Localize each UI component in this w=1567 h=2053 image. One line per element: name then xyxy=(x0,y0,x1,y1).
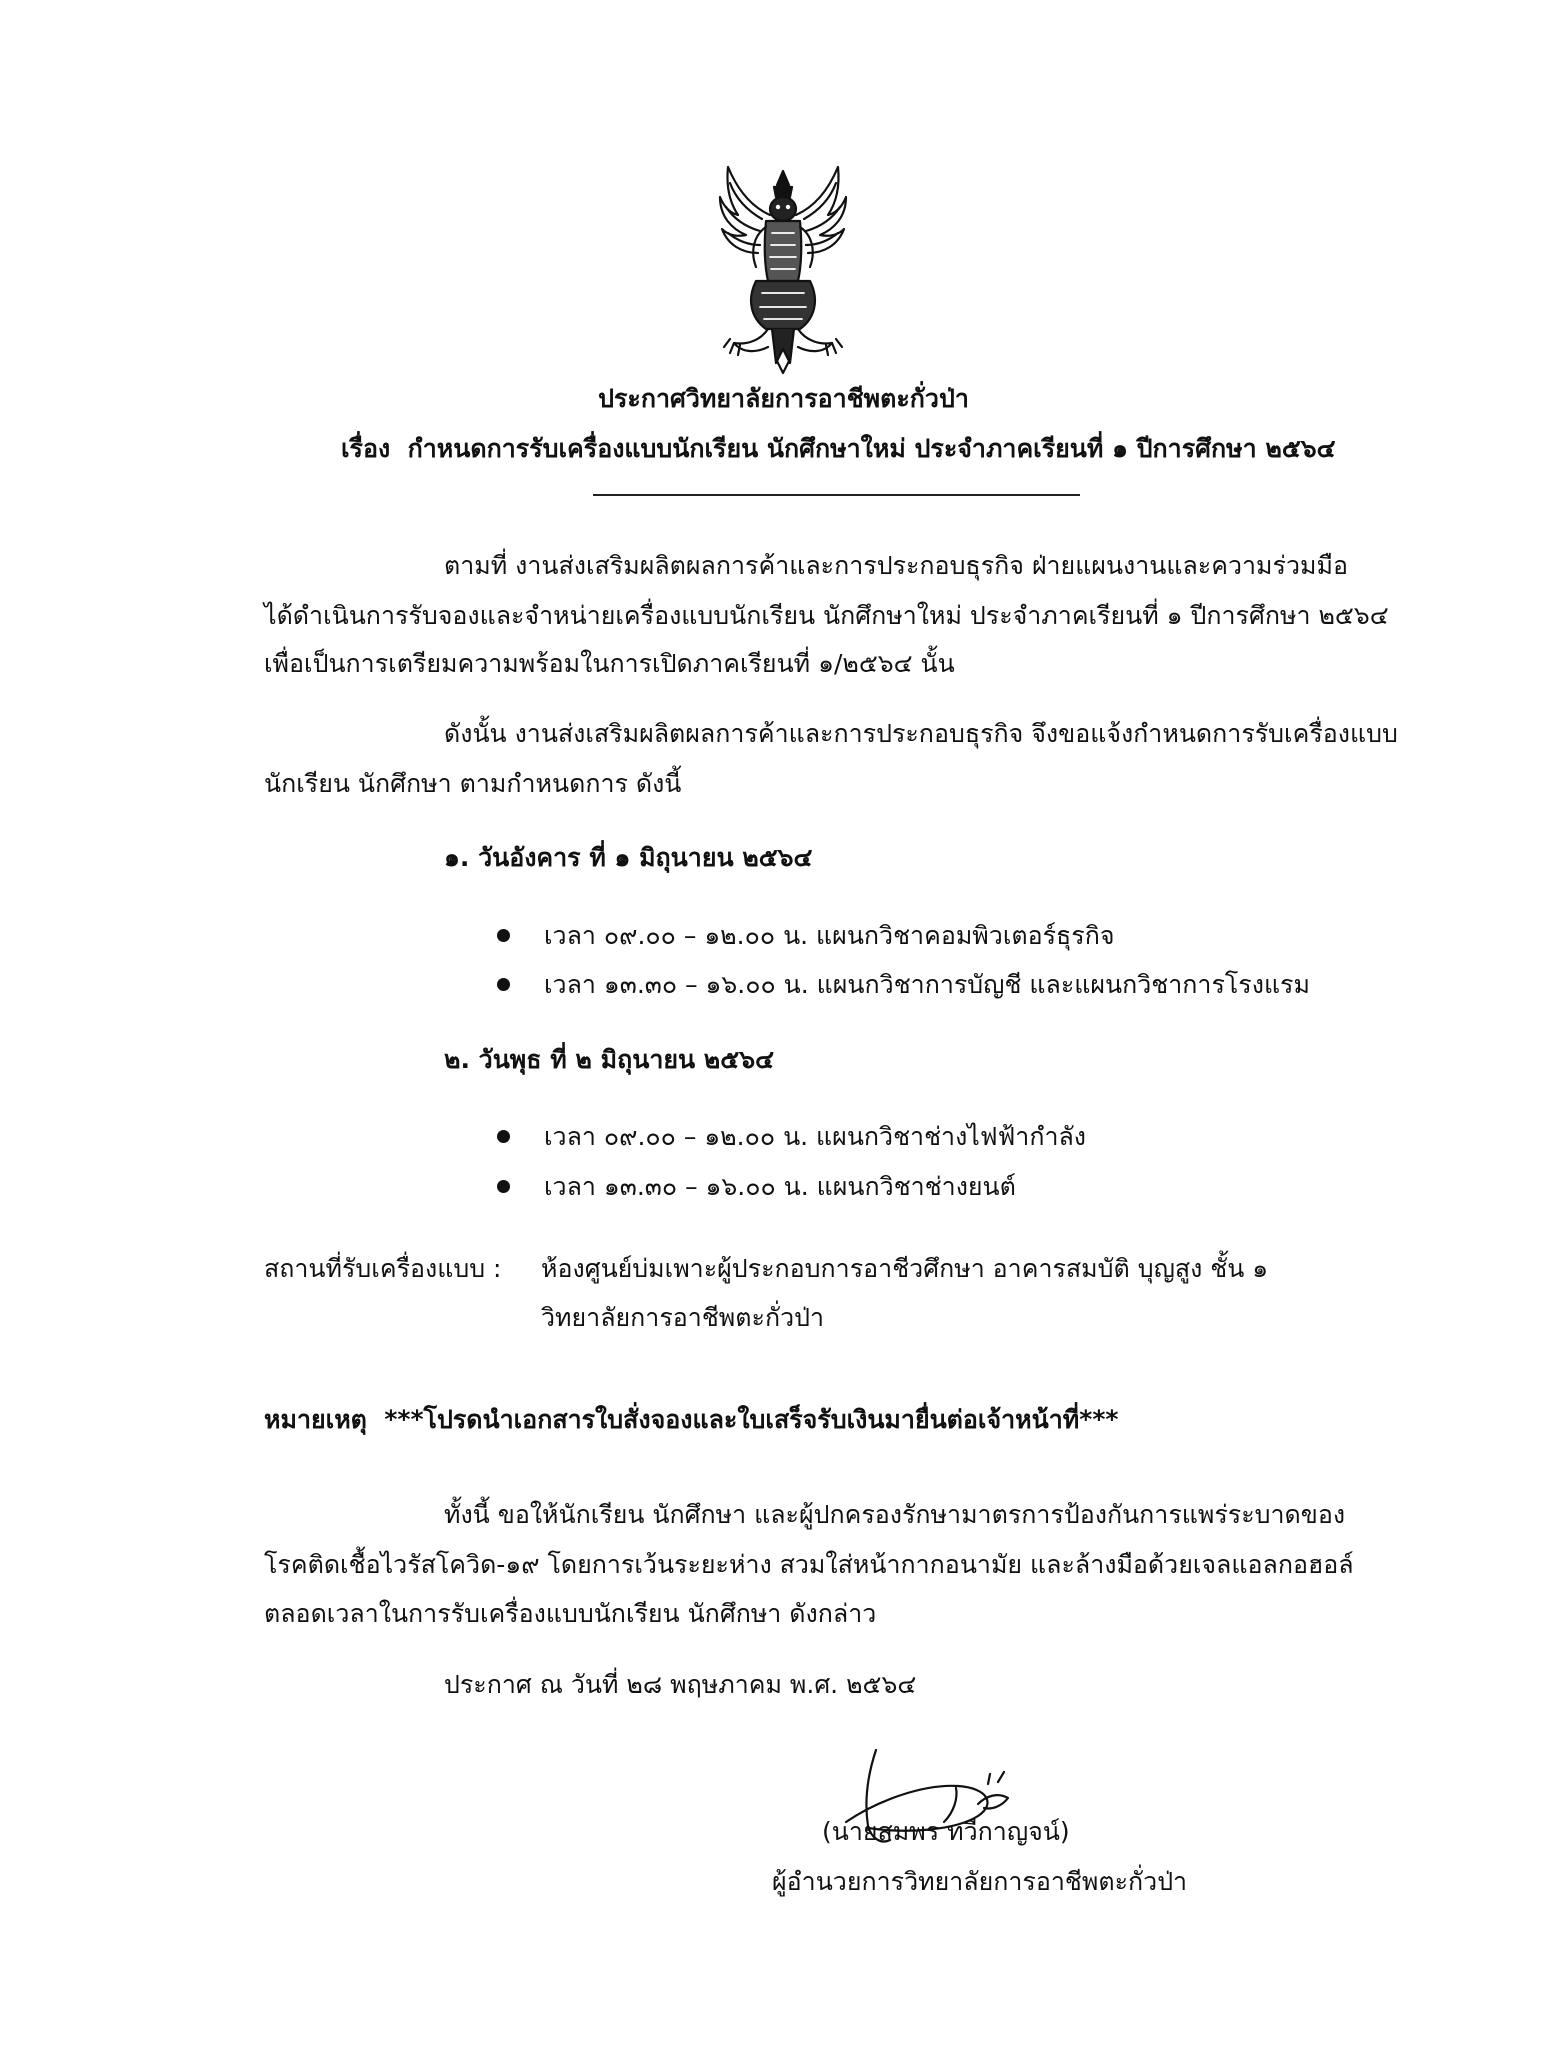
subject-line xyxy=(341,432,1336,466)
schedule-day-2: ๒. วันพุธ ที่ ๒ มิถุนายน ๒๕๖๔ xyxy=(444,1045,774,1074)
slot-text: เวลา ๐๙.๐๐ – ๑๒.๐๐ น. แผนกวิชาช่างไฟฟ้ากำลัง xyxy=(544,1122,1087,1151)
location-label: สถานที่รับเครื่องแบบ : xyxy=(264,1254,502,1283)
schedule-slot xyxy=(497,1120,1086,1154)
remark-text: ***โปรดนำเอกสารใบสั่งจองและใบเสร็จรับเงินมายื่นต่อเจ้าหน้าที่*** xyxy=(384,1405,1119,1434)
slot-text: เวลา ๐๙.๐๐ – ๑๒.๐๐ น. แผนกวิชาคอมพิวเตอร์ธุรกิจ xyxy=(544,921,1115,950)
bullet-icon xyxy=(497,978,510,991)
schedule-slot xyxy=(497,1170,1016,1204)
schedule-slot xyxy=(497,919,1115,953)
subject-label: เรื่อง xyxy=(341,434,391,463)
bullet-icon xyxy=(497,1130,510,1143)
bullet-icon xyxy=(497,929,510,942)
bullet-icon xyxy=(497,1180,510,1193)
announce-date: ประกาศ ณ วันที่ ๒๘ พฤษภาคม พ.ศ. ๒๕๖๔ xyxy=(444,1670,917,1699)
location-line-1: ห้องศูนย์บ่มเพาะผู้ประกอบการอาชีวศึกษา อาคารสมบัติ บุญสูง ชั้น ๑ xyxy=(541,1254,1269,1283)
intro-line-2: ได้ดำเนินการรับจองและจำหน่ายเครื่องแบบนักเรียน นักศึกษาใหม่ ประจำภาคเรียนที่ ๑ ปีการศึกษา ๒๕๖๔ xyxy=(264,601,1389,630)
slot-text: เวลา ๑๓.๓๐ – ๑๖.๐๐ น. แผนกวิชาช่างยนต์ xyxy=(544,1172,1016,1201)
intro-line-3: เพื่อเป็นการเตรียมความพร้อมในการเปิดภาคเรียนที่ ๑/๒๕๖๔ นั้น xyxy=(264,649,955,678)
location-line-2: วิทยาลัยการอาชีพตะกั่วป่า xyxy=(541,1303,825,1332)
remark-label: หมายเหตุ xyxy=(264,1405,367,1434)
schedule-slot xyxy=(497,968,1310,1002)
notice-line-2: นักเรียน นักศึกษา ตามกำหนดการ ดังนี้ xyxy=(264,769,682,798)
closing-line-3: ตลอดเวลาในการรับเครื่องแบบนักเรียน นักศึกษา ดังกล่าว xyxy=(264,1599,877,1628)
closing-line-1: ทั้งนี้ ขอให้นักเรียน นักศึกษา และผู้ปกครองรักษามาตรการป้องกันการแพร่ระบาดของ xyxy=(444,1500,1346,1529)
notice-line-1: ดังนั้น งานส่งเสริมผลิตผลการค้าและการประกอบธุรกิจ จึงขอแจ้งกำหนดการรับเครื่องแบบ xyxy=(444,719,1398,748)
intro-line-1: ตามที่ งานส่งเสริมผลิตผลการค้าและการประกอบธุรกิจ ฝ่ายแผนงานและความร่วมมือ xyxy=(444,551,1348,580)
garuda-emblem-icon xyxy=(716,163,851,375)
remark-line xyxy=(264,1403,1118,1437)
subject-text: กำหนดการรับเครื่องแบบนักเรียน นักศึกษาใหม่ ประจำภาคเรียนที่ ๑ ปีการศึกษา ๒๕๖๔ xyxy=(407,434,1336,463)
header-divider xyxy=(593,494,1080,496)
signer-position: ผู้อำนวยการวิทยาลัยการอาชีพตะกั่วป่า xyxy=(772,1867,1188,1896)
signer-name: (นายสมพร ทวีกาญจน์) xyxy=(822,1817,1070,1846)
schedule-day-1: ๑. วันอังคาร ที่ ๑ มิถุนายน ๒๕๖๔ xyxy=(444,843,813,872)
announcement-title: ประกาศวิทยาลัยการอาชีพตะกั่วป่า xyxy=(598,384,969,413)
slot-text: เวลา ๑๓.๓๐ – ๑๖.๐๐ น. แผนกวิชาการบัญชี และแผนกวิชาการโรงแรม xyxy=(544,970,1310,999)
closing-line-2: โรคติดเชื้อไวรัสโควิด-๑๙ โดยการเว้นระยะห่าง สวมใส่หน้ากากอนามัย และล้างมือด้วยเจลแอลกอฮอล์ xyxy=(264,1550,1354,1579)
